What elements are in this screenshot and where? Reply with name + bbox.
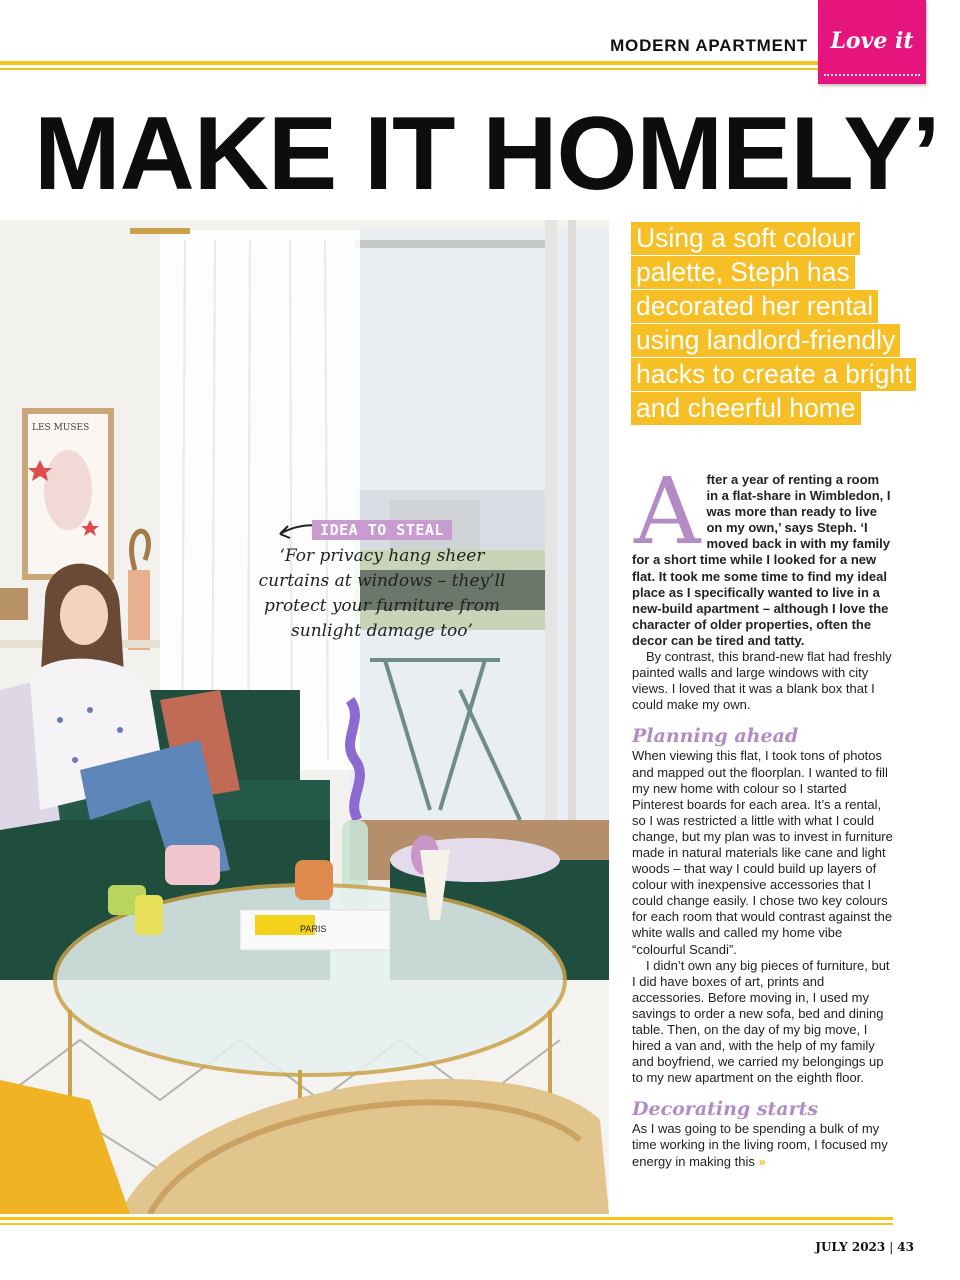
article-body (632, 458, 894, 1170)
paragraph: When viewing this flat, I took tons of photos and mapped out the floorplan. I wanted to fill my new home with colour so I started Pinterest boards for each area. It’s a rental, so I was restricted a little with what I could change, but my plan was to invest in furniture made in natural materials like cane and light woods – that way I could build up layers of colour with inexpensive accessories that I could change easily. I chose two key colours for each room that would contrast against the white walls and called my home vibe “colourful Scandi”. (632, 748, 893, 957)
poster-text: LES MUSES (32, 423, 90, 433)
section-label: MODERN APARTMENT (610, 36, 808, 55)
subhead-planning: Planning ahead (632, 725, 799, 748)
paragraph: By contrast, this brand-new flat had freshly painted walls and large windows with city views. I loved that it was a blank box that I could make my own. (632, 649, 892, 713)
issue-date: JULY 2023 (815, 1240, 886, 1254)
standfirst-text: Using a soft colour palette, Steph has decorated her rental using landlord-friendly hacks to create a bright and cheerful home (631, 222, 916, 425)
header-rule (0, 61, 818, 65)
intro-paragraph: fter a year of renting a room in a flat-share in Wimbledon, I was more than ready to live on my own,’ says Steph. ‘I moved back in with my family for a short time while I looked for a new flat. It took me some time to find my ideal place as I specifically wanted to live in a new-build apartment – although I love the character of older properties, often the decor can be tired and tatty. (632, 472, 891, 648)
folio (815, 1240, 914, 1254)
idea-callout (252, 520, 512, 644)
subhead-decorating: Decorating starts (632, 1098, 819, 1121)
page-number: 43 (897, 1240, 914, 1254)
standfirst (631, 221, 923, 425)
drop-cap: A (634, 458, 701, 565)
love-it-label: Love it (830, 28, 914, 54)
footer-rule (0, 1217, 893, 1220)
idea-quote: ‘For privacy hang sheer curtains at windows – they’ll protect your furniture from sunlight damage too’ (258, 546, 506, 641)
book-text: PARIS (300, 924, 327, 934)
header-rule-thin (0, 68, 818, 70)
continue-arrow-icon: » (758, 1153, 766, 1169)
footer-rule-thin (0, 1223, 893, 1225)
living-room-photo (0, 220, 609, 1214)
idea-label: IDEA TO STEAL (312, 520, 452, 540)
paragraph: As I was going to be spending a bulk of my time working in the living room, I focused my energy in making this (632, 1121, 888, 1169)
headline: MAKE IT HOMELY’ (34, 96, 940, 212)
paragraph: I didn’t own any big pieces of furniture, but I did have boxes of art, prints and accessories. Before moving in, I used my savings to order a new sofa, bed and dining table. Then, on the day of my big move, I hired a van and, with the help of my family and boyfriend, we carried my belongings up to my new apartment on the eighth floor. (632, 957, 890, 1086)
love-it-tag (818, 0, 926, 84)
folio-separator: | (889, 1240, 894, 1254)
